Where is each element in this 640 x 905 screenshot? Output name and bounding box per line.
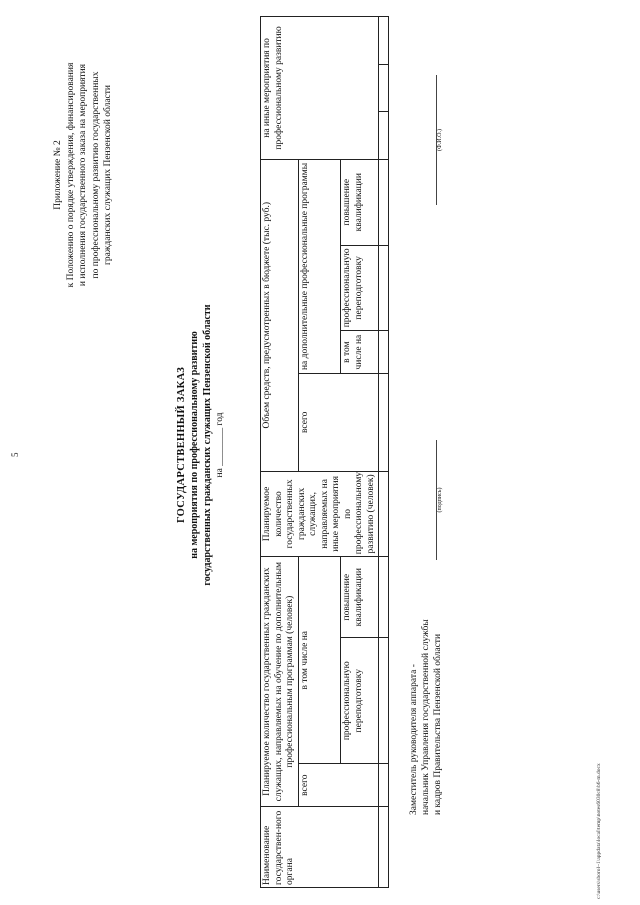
signatory-line: и кадров Правительства Пензенской области <box>433 633 443 815</box>
table-cell <box>379 245 389 331</box>
col-header-other-events: на иные мероприятия по профессиональному развитию <box>261 17 379 160</box>
col-header-including: в том числе на <box>341 331 379 374</box>
name-line <box>426 75 437 205</box>
document-title <box>175 295 227 595</box>
col-header-total: всего <box>298 764 379 807</box>
appendix-line: гражданских служащих Пензенской области <box>103 84 113 266</box>
table-cell <box>379 471 389 557</box>
signature-field <box>426 440 443 560</box>
table-cell <box>379 638 389 764</box>
appendix-header <box>52 5 115 345</box>
col-header-org: Наименование государствен-ного органа <box>261 807 379 888</box>
col-header-retrain: профессиональную переподготовку <box>341 245 379 331</box>
col-header-budget: Объем средств, предусмотренных в бюджете (тыс. руб.) <box>261 159 299 471</box>
table-cell <box>379 807 389 888</box>
title-year: на ________ год <box>215 412 225 478</box>
table-cell <box>379 64 389 112</box>
name-field <box>426 75 443 205</box>
table-cell <box>379 331 389 374</box>
table-cell <box>379 764 389 807</box>
col-header-trained: Планируемое количество государственных гражданских служащих, направляемых на обучение по дополнительным профессиональным программам (человек) <box>261 557 299 807</box>
col-header-retrain: профессиональную переподготовку <box>341 638 379 764</box>
page-number: 5 <box>10 452 20 457</box>
table-cell <box>379 112 389 160</box>
table-cell <box>379 159 389 245</box>
order-table <box>260 16 389 888</box>
col-header-total: всего <box>298 374 379 472</box>
signatory-line: начальник Управления государственной службы <box>421 619 431 815</box>
signature-caption: (подпись) <box>437 487 443 513</box>
col-header-qual: повышение квалификации <box>341 557 379 638</box>
appendix-line: и исполнения государственного заказа на мероприятия <box>78 63 88 287</box>
appendix-line: Приложение № 2 <box>53 140 63 210</box>
title-sub2: государственных гражданских служащих Пензенской области <box>202 304 213 586</box>
col-header-qual: повышение квалификации <box>341 159 379 245</box>
table-cell <box>379 374 389 472</box>
name-caption: (Ф.И.О.) <box>437 129 443 151</box>
col-header-other: Планируемое количество государственных гражданских служащих, направляемых на иные мероприятия по профессиональному развитию (человек) <box>261 471 379 557</box>
title-sub1: на мероприятия по профессиональному развитию <box>189 331 200 559</box>
signatory-line: Заместитель руководителя аппарата - <box>409 664 419 815</box>
col-header-including: в том числе на <box>298 557 341 764</box>
appendix-line: по профессиональному развитию государственных <box>90 71 101 279</box>
table-cell <box>379 17 389 65</box>
title-main: ГОСУДАРСТВЕННЫЙ ЗАКАЗ <box>176 366 187 524</box>
signatory-title <box>408 619 444 815</box>
appendix-line: к Положению о порядке утверждения, финансирования <box>65 62 76 288</box>
table-cell <box>379 557 389 638</box>
signature-line <box>426 440 437 560</box>
file-path: c:\users\sborol~1\appdata\local\temp\notes6030c8\b6-m.docx <box>596 763 602 899</box>
col-header-addprog: на дополнительные профессиональные программы <box>298 159 341 373</box>
